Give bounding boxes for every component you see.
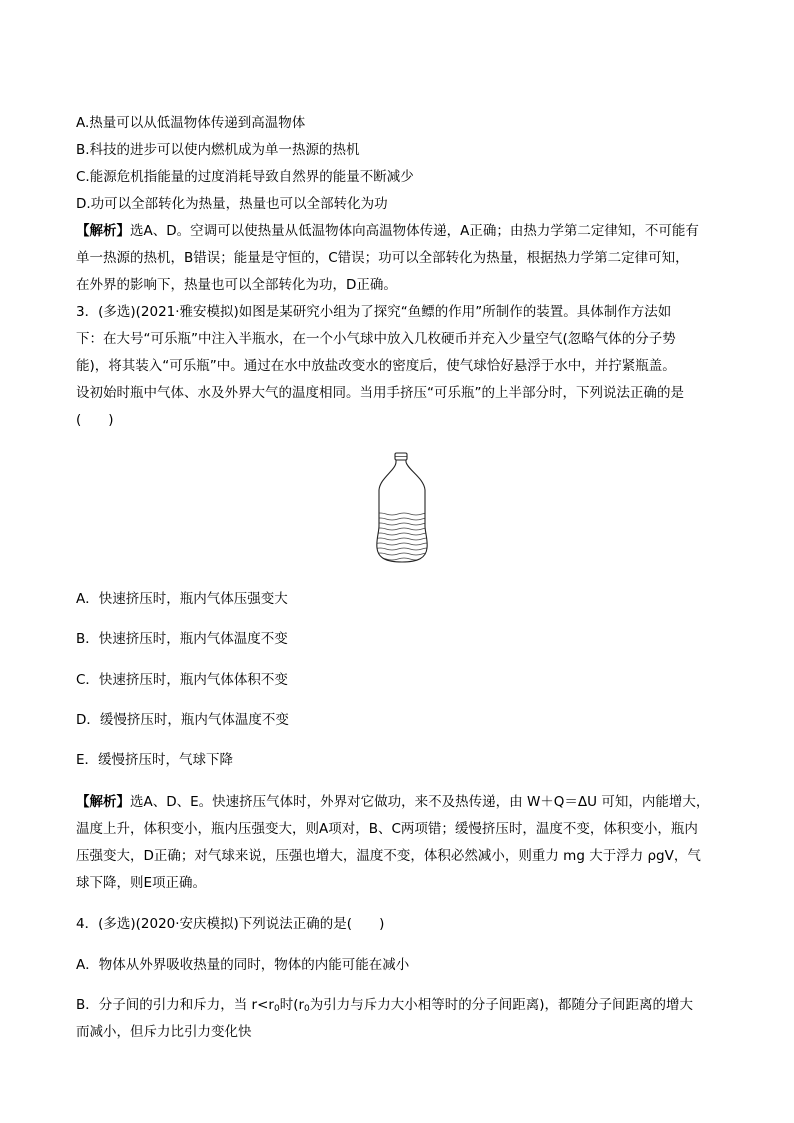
q3-analysis-line-1	[76, 792, 709, 812]
q2-option-a: A.热量可以从低温物体传递到高温物体	[76, 115, 306, 131]
q3-option-d: D．缓慢挤压时，瓶内气体温度不变	[76, 712, 289, 728]
q3-analysis-line-3: 压强变大，D正确；对气球来说，压强也增大，温度不变，体积必然减小，则重力 mg 大于浮力 ρgV，气	[76, 848, 701, 864]
q4-option-b-line-1	[76, 995, 693, 1019]
q2-analysis-line-1	[76, 221, 699, 241]
water-region	[372, 512, 432, 566]
subscript: 0	[273, 1004, 280, 1014]
q2-option-c: C.能源危机指能量的过度消耗导致自然界的能量不断减少	[76, 169, 414, 185]
q3-stem-line-5: ( )	[76, 412, 114, 428]
q3-analysis-line-4: 球下降，则E项正确。	[76, 875, 207, 891]
analysis-tag: 【解析】	[76, 794, 130, 810]
q3-stem-line-2: 下：在大号“可乐瓶”中注入半瓶水，在一个小气球中放入几枚硬币并充入少量空气(忽略气体的分子势	[76, 331, 676, 347]
q4-option-a: A．物体从外界吸收热量的同时，物体的内能可能在减小	[76, 957, 410, 973]
q3-option-c: C．快速挤压时，瓶内气体体积不变	[76, 672, 288, 688]
q3-option-b: B．快速挤压时，瓶内气体温度不变	[76, 631, 288, 647]
q3-option-e: E．缓慢挤压时，气球下降	[76, 752, 234, 768]
q4-option-b-line-2: 而减小，但斥力比引力变化快	[76, 1024, 252, 1040]
q2-analysis-line-3: 在外界的影响下，热量也可以全部转化为功，D正确。	[76, 277, 397, 293]
q2-analysis-line-2: 单一热源的热机，B错误；能量是守恒的，C错误；功可以全部转化为热量，根据热力学第二定律可知，	[76, 250, 689, 266]
subscript: 0	[304, 1004, 310, 1014]
q3-analysis-line-2: 温度上升，体积变小，瓶内压强变大，则A项对，B、C两项错；缓慢挤压时，温度不变，体积变小，瓶内	[76, 821, 698, 837]
q3-option-a: A．快速挤压时，瓶内气体压强变大	[76, 591, 288, 607]
q3-stem-line-1: 3．(多选)(2021·雅安模拟)如图是某研究小组为了探究“鱼鳔的作用”所制作的装置。具体制作方法如	[76, 304, 672, 320]
q3-stem-line-3: 能)，将其装入“可乐瓶”中。通过在水中放盐改变水的密度后，使气球恰好悬浮于水中，并拧紧瓶盖。	[76, 358, 676, 374]
cola-bottle-figure	[372, 452, 432, 566]
q4-option-b-text-2: 时(r	[279, 997, 305, 1013]
q4-stem: 4．(多选)(2020·安庆模拟)下列说法正确的是( )	[76, 916, 385, 932]
q2-analysis-text-1: 选A、D。空调可以使热量从低温物体向高温物体传递，A正确；由热力学第二定律知，不可能有	[130, 223, 699, 239]
analysis-tag: 【解析】	[76, 223, 130, 239]
q4-option-b-text-3: 为引力与斥力大小相等时的分子间距离)，都随分子间距离的增大	[309, 997, 694, 1013]
q2-option-d: D.功可以全部转化为热量，热量也可以全部转化为功	[76, 196, 388, 212]
q4-option-b-text-1: B．分子间的引力和斥力，当 r<r	[76, 997, 274, 1013]
q3-stem-line-4: 设初始时瓶中气体、水及外界大气的温度相同。当用手挤压“可乐瓶”的上半部分时，下列说法正确的是	[76, 385, 684, 401]
q2-option-b: B.科技的进步可以使内燃机成为单一热源的热机	[76, 142, 360, 158]
q3-analysis-text-1: 选A、D、E。快速挤压气体时，外界对它做功，来不及热传递，由 W＋Q＝ΔU 可知，内能增大，	[130, 794, 710, 810]
